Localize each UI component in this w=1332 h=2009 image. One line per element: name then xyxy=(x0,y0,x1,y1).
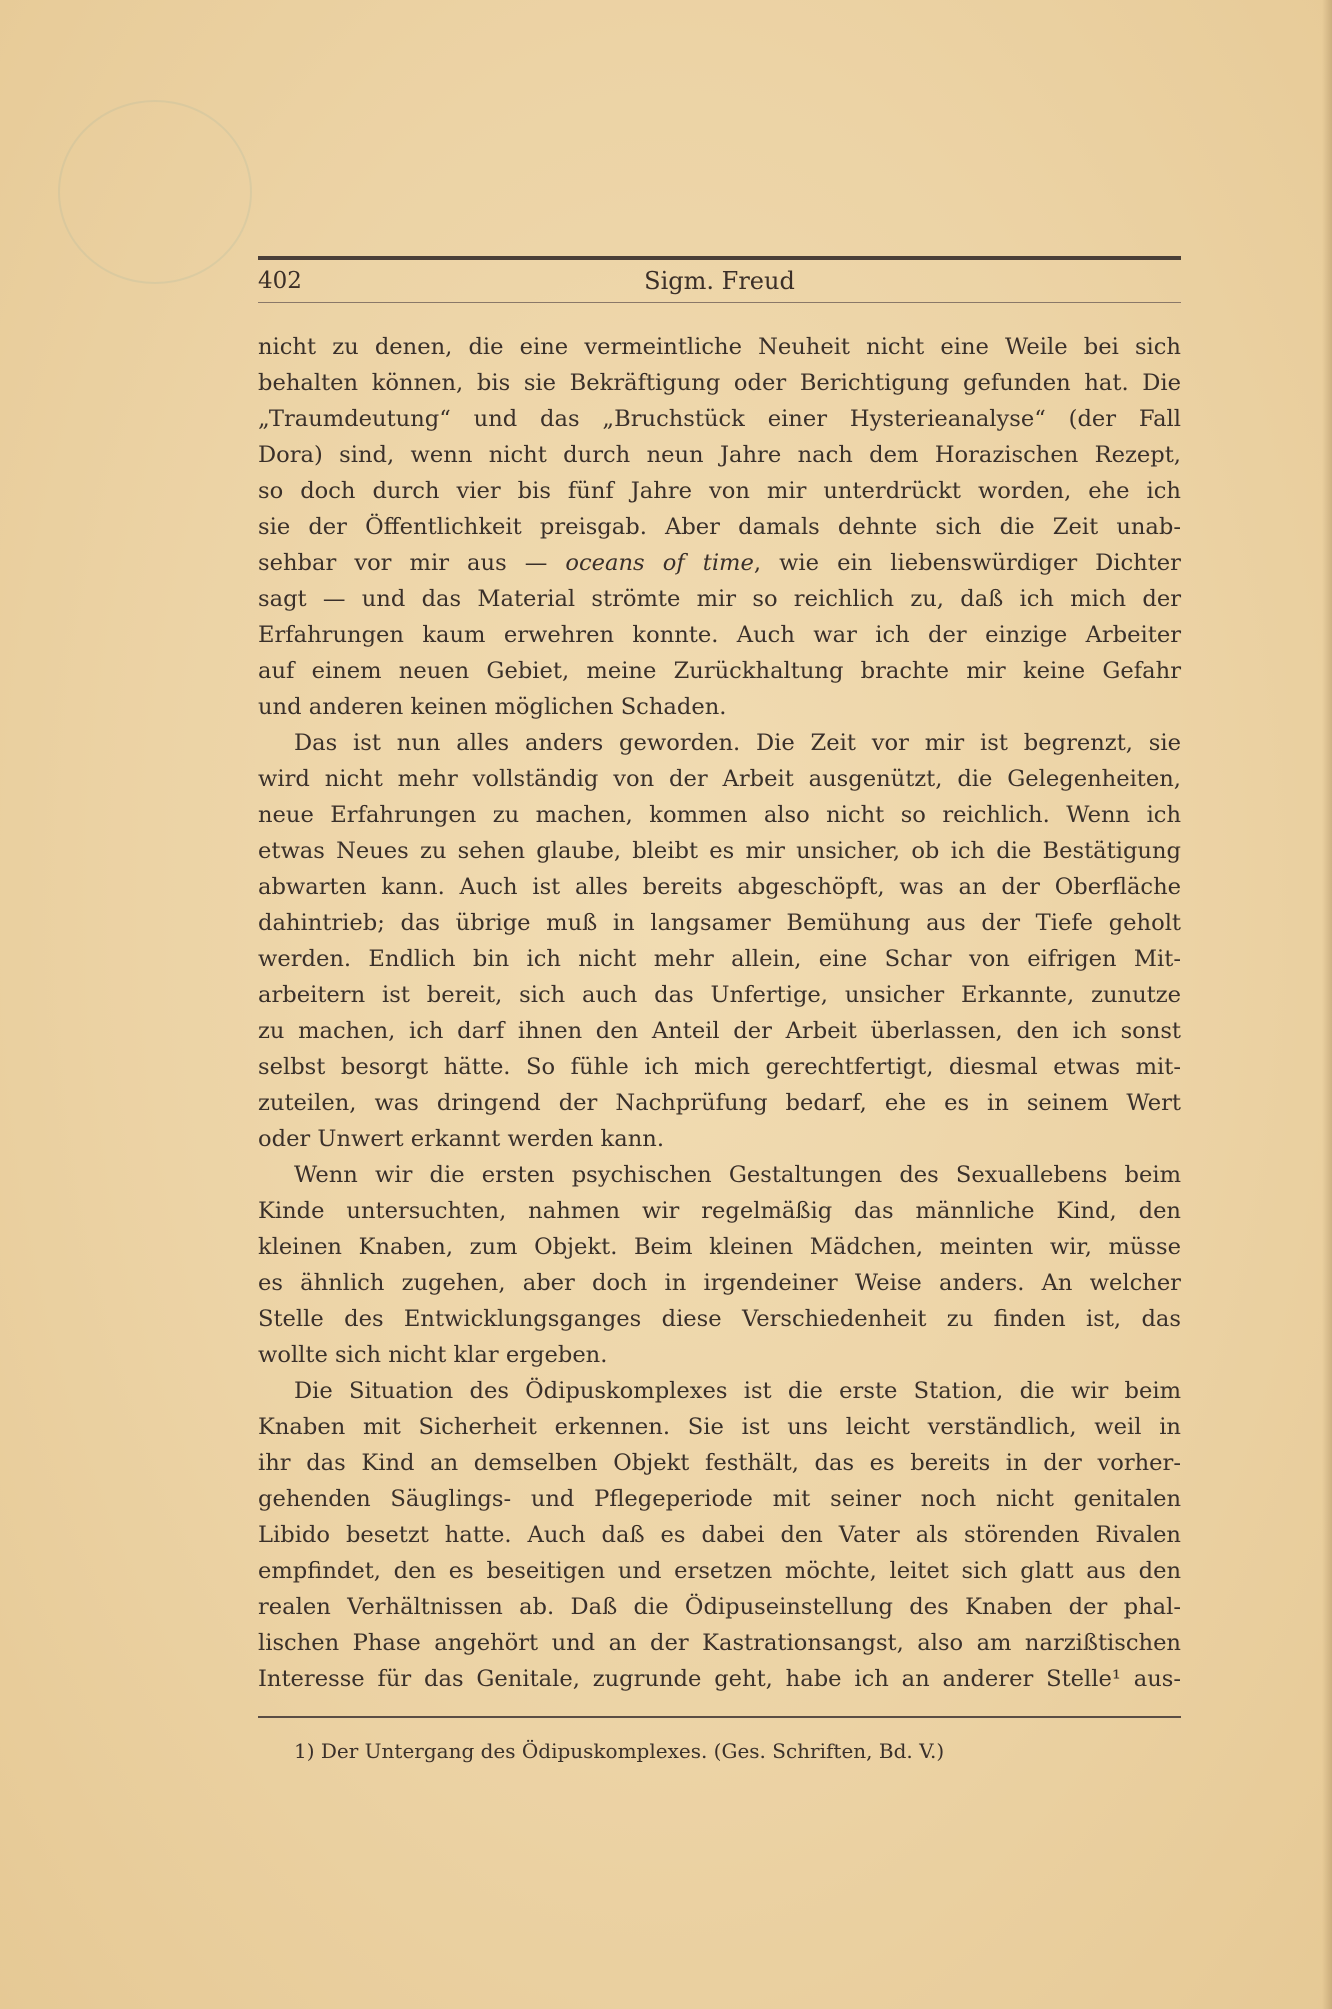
text-line: arbeitern ist bereit, sich auch das Unfertige, unsicher Erkannte, zunutze xyxy=(258,982,1181,1008)
footnote: 1) Der Untergang des Ödipuskomplexes. (Ges. Schriften, Bd. V.) xyxy=(294,1739,945,1763)
faded-library-stamp xyxy=(58,100,252,284)
text-line: wird nicht mehr vollständig von der Arbeit ausgenützt, die Gelegenheiten, xyxy=(258,766,1181,792)
text-line: zuteilen, was dringend der Nachprüfung bedarf, ehe es in seinem Wert xyxy=(258,1090,1181,1116)
text-line: „Traumdeutung“ und das „Bruchstück einer Hysterieanalyse“ (der Fall xyxy=(258,406,1181,432)
text-line: kleinen Knaben, zum Objekt. Beim kleinen Mädchen, meinten wir, müsse xyxy=(258,1234,1181,1260)
text-line: und anderen keinen möglichen Schaden. xyxy=(258,694,727,720)
text-line: Wenn wir die ersten psychischen Gestaltungen des Sexuallebens beim xyxy=(294,1162,1181,1188)
text-line: Knaben mit Sicherheit erkennen. Sie ist uns leicht verständlich, weil in xyxy=(258,1414,1181,1440)
text-line: Dora) sind, wenn nicht durch neun Jahre nach dem Horazischen Rezept, xyxy=(258,442,1181,468)
text-line: Die Situation des Ödipuskomplexes ist die erste Station, die wir beim xyxy=(294,1378,1181,1404)
text-line: Kinde untersuchten, nahmen wir regelmäßig das männliche Kind, den xyxy=(258,1198,1181,1224)
text-line: sagt — und das Material strömte mir so reichlich zu, daß ich mich der xyxy=(258,586,1181,612)
text-line: lischen Phase angehört und an der Kastrationsangst, also am narzißtischen xyxy=(258,1630,1181,1656)
text-line: neue Erfahrungen zu machen, kommen also nicht so reichlich. Wenn ich xyxy=(258,802,1181,828)
text-line: behalten können, bis sie Bekräftigung oder Berichtigung gefunden hat. Die xyxy=(258,370,1181,396)
page-number: 402 xyxy=(258,268,302,294)
text-line: gehenden Säuglings- und Pflegeperiode mit seiner noch nicht genitalen xyxy=(258,1486,1181,1512)
text-line: es ähnlich zugehen, aber doch in irgendeiner Weise anders. An welcher xyxy=(258,1270,1181,1296)
text-line: dahintrieb; das übrige muß in langsamer Bemühung aus der Tiefe geholt xyxy=(258,910,1181,936)
paragraph-1 xyxy=(258,329,1181,725)
italic-phrase: oceans of time xyxy=(565,550,754,576)
body-text xyxy=(258,329,1181,1697)
text-line: Erfahrungen kaum erwehren konnte. Auch war ich der einzige Arbeiter xyxy=(258,622,1181,648)
text-line: sehbar vor mir aus — oceans of time, wie ein liebenswürdiger Dichter xyxy=(258,550,1181,576)
paragraph-3 xyxy=(258,1157,1181,1373)
text-line: Interesse für das Genitale, zugrunde geht, habe ich an anderer Stelle¹ aus- xyxy=(258,1666,1181,1692)
footnote-rule xyxy=(258,1716,1181,1718)
paragraph-4 xyxy=(258,1373,1181,1697)
text-line: sie der Öffentlichkeit preisgab. Aber damals dehnte sich die Zeit unab- xyxy=(258,514,1181,540)
text-line: ihr das Kind an demselben Objekt festhält, das es bereits in der vorher- xyxy=(258,1450,1181,1476)
text-line: selbst besorgt hätte. So fühle ich mich gerechtfertigt, diesmal etwas mit- xyxy=(258,1054,1181,1080)
header-bottom-rule xyxy=(258,302,1181,303)
text-line: empfindet, den es beseitigen und ersetzen möchte, leitet sich glatt aus den xyxy=(258,1558,1181,1584)
running-header xyxy=(258,266,1181,302)
text-line: realen Verhältnissen ab. Daß die Ödipuseinstellung des Knaben der phal- xyxy=(258,1594,1181,1620)
page-edge-shadow xyxy=(1322,0,1332,2009)
text-line: abwarten kann. Auch ist alles bereits abgeschöpft, was an der Oberfläche xyxy=(258,874,1181,900)
text-line: Stelle des Entwicklungsganges diese Verschiedenheit zu finden ist, das xyxy=(258,1306,1181,1332)
text-line: oder Unwert erkannt werden kann. xyxy=(258,1126,665,1152)
text-line: auf einem neuen Gebiet, meine Zurückhaltung brachte mir keine Gefahr xyxy=(258,658,1181,684)
text-line: so doch durch vier bis fünf Jahre von mir unterdrückt worden, ehe ich xyxy=(258,478,1181,504)
text-line: werden. Endlich bin ich nicht mehr allein, eine Schar von eifrigen Mit- xyxy=(258,946,1181,972)
text-line: wollte sich nicht klar ergeben. xyxy=(258,1342,608,1368)
text-line: etwas Neues zu sehen glaube, bleibt es mir unsicher, ob ich die Bestätigung xyxy=(258,838,1181,864)
text-line: nicht zu denen, die eine vermeintliche Neuheit nicht eine Weile bei sich xyxy=(258,334,1181,360)
header-top-rule xyxy=(258,256,1181,260)
text-line: Libido besetzt hatte. Auch daß es dabei den Vater als störenden Rivalen xyxy=(258,1522,1181,1548)
running-title: Sigm. Freud xyxy=(644,267,795,295)
text-line: zu machen, ich darf ihnen den Anteil der Arbeit überlassen, den ich sonst xyxy=(258,1018,1181,1044)
text-line: Das ist nun alles anders geworden. Die Zeit vor mir ist begrenzt, sie xyxy=(294,730,1181,756)
paragraph-2 xyxy=(258,725,1181,1157)
